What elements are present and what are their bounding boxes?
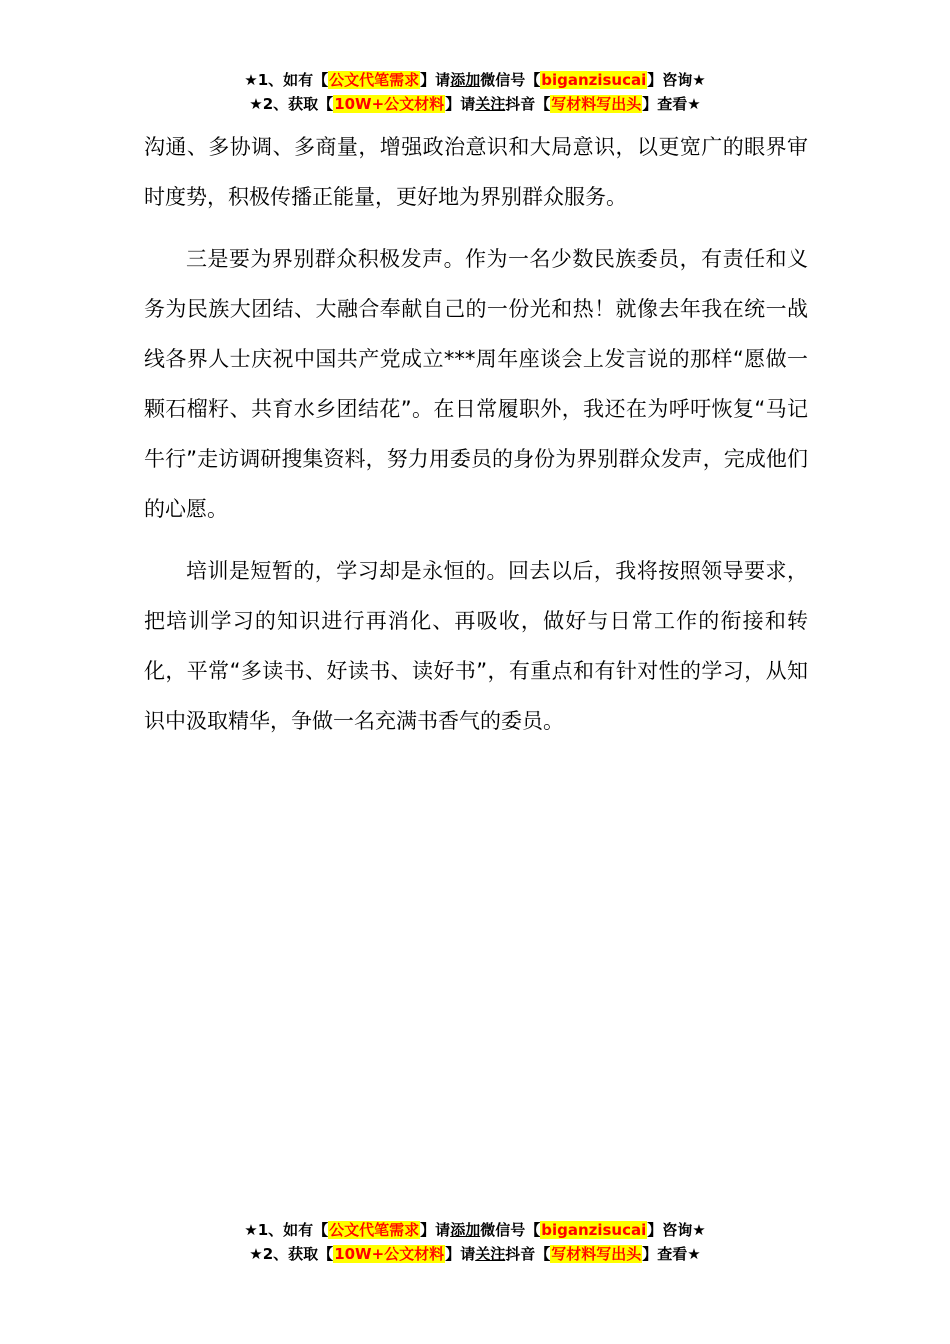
promo-text: ★2、获取【 — [249, 1245, 334, 1263]
promo-text: ★1、如有【 — [244, 71, 329, 89]
promo-text: 】请 — [445, 1245, 476, 1263]
promo-text: ★2、获取【 — [249, 95, 334, 113]
promo-text: ★1、如有【 — [244, 1221, 329, 1239]
promo-highlight: 10W+公文材料 — [334, 1245, 445, 1263]
promo-highlight: 写材料写出头 — [551, 1245, 642, 1263]
promo-text: 】查看★ — [642, 1245, 701, 1263]
document-body — [144, 122, 808, 758]
promo-text: 】请 — [445, 95, 476, 113]
promo-underline: 添加 — [450, 1221, 481, 1239]
footer-promo-banner — [0, 1218, 950, 1266]
paragraph-conclusion: 培训是短暂的，学习却是永恒的。回去以后，我将按照领导要求，把培训学习的知识进行再消化、再吸收，做好与日常工作的衔接和转化，平常“多读书、好读书、读好书”，有重点和有针对性的学习，从知识中汲取精华，争做一名充满书香气的委员。 — [144, 559, 808, 733]
promo-line-1 — [0, 68, 950, 92]
promo-text: 】请 — [420, 1221, 451, 1239]
promo-highlight: 10W+公文材料 — [334, 95, 445, 113]
promo-line-2 — [0, 1242, 950, 1266]
promo-highlight: 公文代笔需求 — [329, 71, 420, 89]
promo-highlight: biganzisucai — [541, 1221, 647, 1239]
promo-text: 抖音【 — [505, 95, 551, 113]
promo-underline: 关注 — [475, 1245, 506, 1263]
promo-highlight: 公文代笔需求 — [329, 1221, 420, 1239]
paragraph-continued: 沟通、多协调、多商量，增强政治意识和大局意识，以更宽广的眼界审时度势，积极传播正能量，更好地为界别群众服务。 — [144, 135, 808, 209]
promo-text: 】请 — [420, 71, 451, 89]
header-promo-banner — [0, 68, 950, 116]
promo-highlight: 写材料写出头 — [551, 95, 642, 113]
promo-line-1 — [0, 1218, 950, 1242]
promo-highlight: biganzisucai — [541, 71, 647, 89]
promo-text: 】咨询★ — [647, 71, 706, 89]
paragraph-voice-for-masses: 三是要为界别群众积极发声。作为一名少数民族委员，有责任和义务为民族大团结、大融合奉献自己的一份光和热！就像去年我在统一战线各界人士庆祝中国共产党成立***周年座谈会上发言说的那样“愿做一颗石榴籽、共育水乡团结花”。在日常履职外，我还在为呼吁恢复“马记牛行”走访调研搜集资料，努力用委员的身份为界别群众发声，完成他们的心愿。 — [144, 247, 808, 521]
promo-line-2 — [0, 92, 950, 116]
promo-text: 微信号【 — [480, 1221, 541, 1239]
promo-text: 】查看★ — [642, 95, 701, 113]
promo-text: 抖音【 — [505, 1245, 551, 1263]
promo-underline: 关注 — [475, 95, 506, 113]
promo-text: 】咨询★ — [647, 1221, 706, 1239]
promo-text: 微信号【 — [480, 71, 541, 89]
promo-underline: 添加 — [450, 71, 481, 89]
